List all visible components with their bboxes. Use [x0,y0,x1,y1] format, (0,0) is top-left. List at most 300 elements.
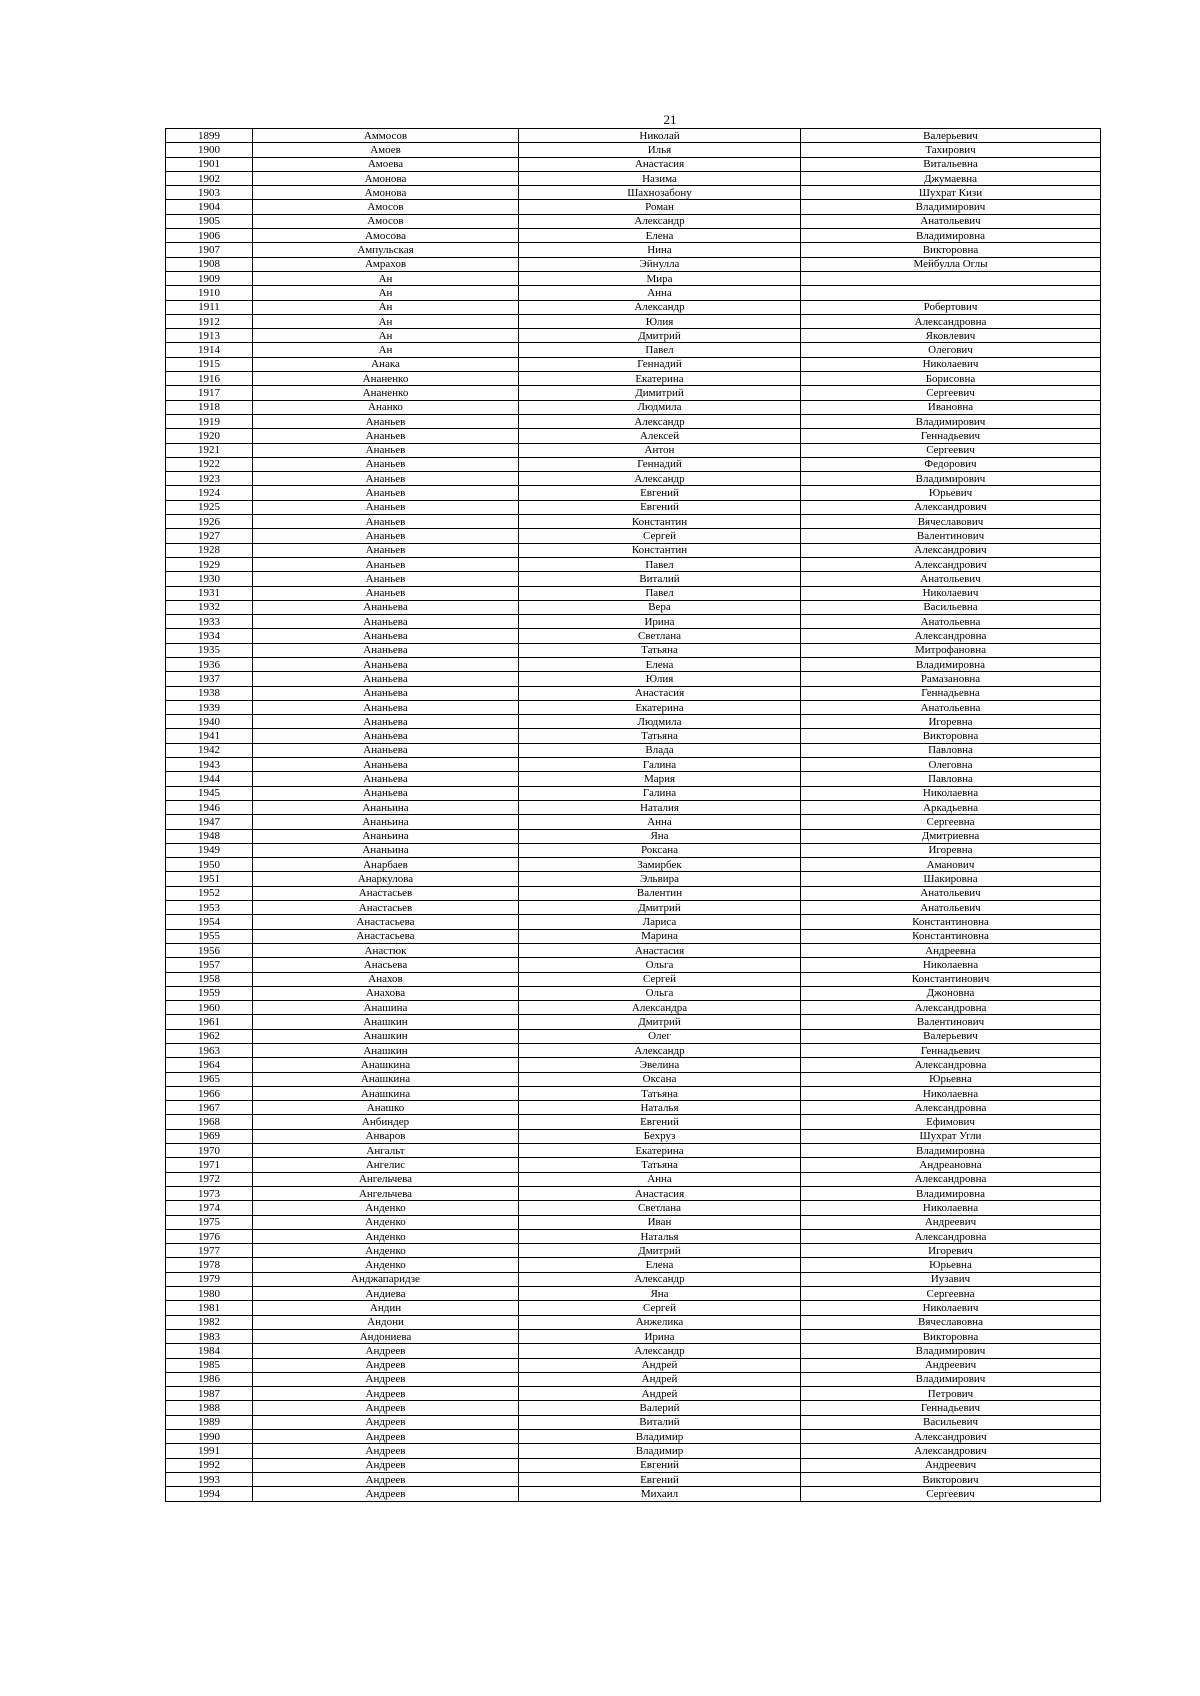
row-number-cell: 1950 [166,858,253,872]
last-name-cell: Ананьина [253,815,519,829]
first-name-cell: Александр [519,414,801,428]
table-row [166,329,1101,343]
last-name-cell: Амоева [253,157,519,171]
table-row [166,1029,1101,1043]
patronymic-cell: Александровна [801,1172,1101,1186]
patronymic-cell: Александровна [801,1001,1101,1015]
patronymic-cell: Александрович [801,557,1101,571]
patronymic-cell: Сергеевич [801,386,1101,400]
row-number-cell: 1949 [166,843,253,857]
table-row [166,1144,1101,1158]
last-name-cell: Амонова [253,171,519,185]
last-name-cell: Ананьев [253,429,519,443]
table-row [166,829,1101,843]
first-name-cell: Александр [519,300,801,314]
row-number-cell: 1901 [166,157,253,171]
last-name-cell: Ананьева [253,686,519,700]
patronymic-cell: Петрович [801,1387,1101,1401]
row-number-cell: 1931 [166,586,253,600]
last-name-cell: Ан [253,329,519,343]
table-row [166,1115,1101,1129]
table-row [166,1430,1101,1444]
table-row [166,972,1101,986]
last-name-cell: Ананьева [253,657,519,671]
table-row [166,958,1101,972]
last-name-cell: Ан [253,343,519,357]
last-name-cell: Анасьева [253,958,519,972]
table-row [166,515,1101,529]
patronymic-cell: Андреановна [801,1158,1101,1172]
patronymic-cell: Юрьевич [801,486,1101,500]
first-name-cell: Оксана [519,1072,801,1086]
first-name-cell: Анастасия [519,943,801,957]
first-name-cell: Назима [519,171,801,185]
first-name-cell: Александра [519,1001,801,1015]
last-name-cell: Андониева [253,1329,519,1343]
table-row [166,800,1101,814]
table-row [166,1172,1101,1186]
patronymic-cell: Дмитриевна [801,829,1101,843]
row-number-cell: 1918 [166,400,253,414]
last-name-cell: Ананьева [253,700,519,714]
row-number-cell: 1952 [166,886,253,900]
last-name-cell: Амосова [253,229,519,243]
patronymic-cell: Александровна [801,1229,1101,1243]
first-name-cell: Виталий [519,572,801,586]
row-number-cell: 1955 [166,929,253,943]
first-name-cell: Татьяна [519,643,801,657]
last-name-cell: Ананьева [253,629,519,643]
last-name-cell: Андреев [253,1401,519,1415]
row-number-cell: 1912 [166,314,253,328]
row-number-cell: 1934 [166,629,253,643]
last-name-cell: Ананьева [253,729,519,743]
row-number-cell: 1919 [166,414,253,428]
patronymic-cell: Владимирович [801,1372,1101,1386]
patronymic-cell: Анатольевич [801,901,1101,915]
row-number-cell: 1979 [166,1272,253,1286]
row-number-cell: 1970 [166,1144,253,1158]
row-number-cell: 1939 [166,700,253,714]
table-row [166,414,1101,428]
table-row [166,500,1101,514]
table-row [166,1358,1101,1372]
last-name-cell: Ананьина [253,843,519,857]
first-name-cell: Влада [519,743,801,757]
first-name-cell: Екатерина [519,1144,801,1158]
patronymic-cell: Владимирович [801,414,1101,428]
row-number-cell: 1922 [166,457,253,471]
last-name-cell: Ан [253,271,519,285]
patronymic-cell: Вячеславовна [801,1315,1101,1329]
patronymic-cell [801,271,1101,285]
first-name-cell: Елена [519,657,801,671]
row-number-cell: 1941 [166,729,253,743]
row-number-cell: 1972 [166,1172,253,1186]
table-row [166,243,1101,257]
row-number-cell: 1969 [166,1129,253,1143]
table-row [166,772,1101,786]
table-row [166,1258,1101,1272]
patronymic-cell: Шухрат Угли [801,1129,1101,1143]
row-number-cell: 1938 [166,686,253,700]
first-name-cell: Ольга [519,986,801,1000]
first-name-cell: Евгений [519,1458,801,1472]
first-name-cell: Светлана [519,1201,801,1215]
patronymic-cell: Олеговна [801,758,1101,772]
patronymic-cell: Константиновна [801,929,1101,943]
first-name-cell: Роман [519,200,801,214]
first-name-cell: Мария [519,772,801,786]
patronymic-cell: Робертович [801,300,1101,314]
first-name-cell: Валентин [519,886,801,900]
patronymic-cell: Павловна [801,772,1101,786]
row-number-cell: 1965 [166,1072,253,1086]
patronymic-cell: Юрьевна [801,1258,1101,1272]
row-number-cell: 1936 [166,657,253,671]
row-number-cell: 1987 [166,1387,253,1401]
table-row [166,343,1101,357]
row-number-cell: 1993 [166,1472,253,1486]
patronymic-cell: Анатольевна [801,615,1101,629]
row-number-cell: 1982 [166,1315,253,1329]
row-number-cell: 1917 [166,386,253,400]
first-name-cell: Эльвира [519,872,801,886]
last-name-cell: Анашкина [253,1072,519,1086]
first-name-cell: Екатерина [519,372,801,386]
patronymic-cell: Вячеславович [801,515,1101,529]
last-name-cell: Ананко [253,400,519,414]
first-name-cell: Татьяна [519,729,801,743]
first-name-cell: Наталия [519,800,801,814]
row-number-cell: 1991 [166,1444,253,1458]
patronymic-cell: Митрофановна [801,643,1101,657]
table-row [166,615,1101,629]
patronymic-cell: Александрович [801,1430,1101,1444]
last-name-cell: Ананьев [253,572,519,586]
last-name-cell: Андреев [253,1344,519,1358]
table-row [166,858,1101,872]
table-row [166,657,1101,671]
first-name-cell: Павел [519,586,801,600]
first-name-cell: Евгений [519,1472,801,1486]
patronymic-cell: Владимировна [801,657,1101,671]
patronymic-cell: Константинович [801,972,1101,986]
first-name-cell: Галина [519,758,801,772]
last-name-cell: Ананьев [253,500,519,514]
last-name-cell: Анастасьева [253,929,519,943]
patronymic-cell: Николаевич [801,1301,1101,1315]
patronymic-cell: Викторовна [801,243,1101,257]
patronymic-cell: Николаевна [801,1201,1101,1215]
patronymic-cell [801,286,1101,300]
table-row [166,629,1101,643]
first-name-cell: Константин [519,515,801,529]
row-number-cell: 1977 [166,1244,253,1258]
table-row [166,200,1101,214]
last-name-cell: Аммосов [253,129,519,143]
first-name-cell: Сергей [519,529,801,543]
last-name-cell: Ананьев [253,515,519,529]
first-name-cell: Алексей [519,429,801,443]
patronymic-cell: Николаевич [801,357,1101,371]
row-number-cell: 1954 [166,915,253,929]
patronymic-cell: Ефимович [801,1115,1101,1129]
table-row [166,1044,1101,1058]
first-name-cell: Александр [519,1044,801,1058]
row-number-cell: 1924 [166,486,253,500]
row-number-cell: 1911 [166,300,253,314]
patronymic-cell: Ивановна [801,400,1101,414]
first-name-cell: Анна [519,1172,801,1186]
last-name-cell: Ананьева [253,672,519,686]
row-number-cell: 1967 [166,1101,253,1115]
last-name-cell: Анаркулова [253,872,519,886]
row-number-cell: 1976 [166,1229,253,1243]
table-row [166,700,1101,714]
row-number-cell: 1989 [166,1415,253,1429]
patronymic-cell: Анатольевич [801,572,1101,586]
last-name-cell: Ананьев [253,486,519,500]
first-name-cell: Нина [519,243,801,257]
table-row [166,1458,1101,1472]
last-name-cell: Анашкина [253,1058,519,1072]
first-name-cell: Татьяна [519,1086,801,1100]
patronymic-cell: Анатольевич [801,886,1101,900]
last-name-cell: Анденко [253,1244,519,1258]
row-number-cell: 1948 [166,829,253,843]
patronymic-cell: Аркадьевна [801,800,1101,814]
first-name-cell: Эйнулла [519,257,801,271]
last-name-cell: Анахова [253,986,519,1000]
row-number-cell: 1994 [166,1487,253,1501]
first-name-cell: Владимир [519,1444,801,1458]
patronymic-cell: Иузавич [801,1272,1101,1286]
table-row [166,686,1101,700]
row-number-cell: 1983 [166,1329,253,1343]
last-name-cell: Ананьев [253,472,519,486]
row-number-cell: 1943 [166,758,253,772]
patronymic-cell: Сергеевна [801,1287,1101,1301]
table-row [166,815,1101,829]
first-name-cell: Юлия [519,672,801,686]
row-number-cell: 1975 [166,1215,253,1229]
table-row [166,1244,1101,1258]
first-name-cell: Дмитрий [519,1015,801,1029]
row-number-cell: 1947 [166,815,253,829]
table-row [166,1101,1101,1115]
row-number-cell: 1974 [166,1201,253,1215]
table-row [166,586,1101,600]
first-name-cell: Вера [519,600,801,614]
patronymic-cell: Аманович [801,858,1101,872]
table-row [166,1001,1101,1015]
first-name-cell: Сергей [519,972,801,986]
last-name-cell: Анашина [253,1001,519,1015]
last-name-cell: Анастюк [253,943,519,957]
page-number: 21 [663,112,677,127]
last-name-cell: Ананьева [253,615,519,629]
first-name-cell: Дмитрий [519,1244,801,1258]
first-name-cell: Яна [519,829,801,843]
row-number-cell: 1986 [166,1372,253,1386]
table-row [166,529,1101,543]
last-name-cell: Амоев [253,143,519,157]
last-name-cell: Андони [253,1315,519,1329]
last-name-cell: Андреев [253,1372,519,1386]
table-row [166,1387,1101,1401]
first-name-cell: Анжелика [519,1315,801,1329]
first-name-cell: Анастасия [519,1186,801,1200]
last-name-cell: Ананьина [253,829,519,843]
first-name-cell: Шахнозабону [519,186,801,200]
last-name-cell: Андреев [253,1444,519,1458]
table-row [166,314,1101,328]
last-name-cell: Ананенко [253,386,519,400]
table-row [166,186,1101,200]
last-name-cell: Ан [253,286,519,300]
roster-table [165,128,1101,1502]
first-name-cell: Светлана [519,629,801,643]
row-number-cell: 1927 [166,529,253,543]
table-row [166,1229,1101,1243]
row-number-cell: 1961 [166,1015,253,1029]
patronymic-cell: Николаевна [801,786,1101,800]
table-row [166,429,1101,443]
patronymic-cell: Юрьевна [801,1072,1101,1086]
first-name-cell: Сергей [519,1301,801,1315]
patronymic-cell: Александрович [801,1444,1101,1458]
first-name-cell: Евгений [519,486,801,500]
last-name-cell: Ананьева [253,600,519,614]
row-number-cell: 1957 [166,958,253,972]
table-row [166,901,1101,915]
table-row [166,986,1101,1000]
patronymic-cell: Анатольевна [801,700,1101,714]
table-row [166,1272,1101,1286]
first-name-cell: Роксана [519,843,801,857]
first-name-cell: Иван [519,1215,801,1229]
last-name-cell: Анарбаев [253,858,519,872]
patronymic-cell: Витальевна [801,157,1101,171]
table-row [166,543,1101,557]
table-row [166,1015,1101,1029]
first-name-cell: Наталья [519,1101,801,1115]
last-name-cell: Андин [253,1301,519,1315]
table-row [166,286,1101,300]
row-number-cell: 1981 [166,1301,253,1315]
row-number-cell: 1942 [166,743,253,757]
table-row [166,1472,1101,1486]
last-name-cell: Андреев [253,1458,519,1472]
last-name-cell: Анашко [253,1101,519,1115]
row-number-cell: 1920 [166,429,253,443]
patronymic-cell: Андреевна [801,943,1101,957]
last-name-cell: Андреев [253,1415,519,1429]
row-number-cell: 1978 [166,1258,253,1272]
row-number-cell: 1905 [166,214,253,228]
first-name-cell: Павел [519,343,801,357]
last-name-cell: Ангельчева [253,1186,519,1200]
patronymic-cell: Владимировна [801,229,1101,243]
table-row [166,886,1101,900]
row-number-cell: 1951 [166,872,253,886]
patronymic-cell: Валерьевич [801,129,1101,143]
table-row [166,1186,1101,1200]
table-row [166,643,1101,657]
table-row [166,1072,1101,1086]
table-row [166,157,1101,171]
row-number-cell: 1923 [166,472,253,486]
patronymic-cell: Сергеевна [801,815,1101,829]
last-name-cell: Ананьев [253,586,519,600]
row-number-cell: 1968 [166,1115,253,1129]
table-row [166,758,1101,772]
patronymic-cell: Джоновна [801,986,1101,1000]
last-name-cell: Анастасьева [253,915,519,929]
table-row [166,400,1101,414]
first-name-cell: Геннадий [519,457,801,471]
row-number-cell: 1944 [166,772,253,786]
last-name-cell: Ананьев [253,457,519,471]
patronymic-cell: Шухрат Кизи [801,186,1101,200]
first-name-cell: Павел [519,557,801,571]
patronymic-cell: Игоревна [801,715,1101,729]
first-name-cell: Галина [519,786,801,800]
last-name-cell: Ан [253,300,519,314]
first-name-cell: Николай [519,129,801,143]
first-name-cell: Елена [519,229,801,243]
table-row [166,1129,1101,1143]
patronymic-cell: Борисовна [801,372,1101,386]
table-row [166,300,1101,314]
table-row [166,600,1101,614]
row-number-cell: 1985 [166,1358,253,1372]
table-row [166,1287,1101,1301]
row-number-cell: 1921 [166,443,253,457]
table-row [166,1301,1101,1315]
row-number-cell: 1914 [166,343,253,357]
patronymic-cell: Геннадьевич [801,1044,1101,1058]
table-row [166,1158,1101,1172]
patronymic-cell: Сергеевич [801,443,1101,457]
table-row [166,715,1101,729]
last-name-cell: Амрахов [253,257,519,271]
first-name-cell: Андрей [519,1372,801,1386]
table-row [166,1329,1101,1343]
row-number-cell: 1900 [166,143,253,157]
last-name-cell: Андреев [253,1472,519,1486]
first-name-cell: Александр [519,1272,801,1286]
last-name-cell: Анджапаридзе [253,1272,519,1286]
patronymic-cell: Павловна [801,743,1101,757]
patronymic-cell: Джумаевна [801,171,1101,185]
table-row [166,372,1101,386]
row-number-cell: 1959 [166,986,253,1000]
patronymic-cell: Викторович [801,1472,1101,1486]
patronymic-cell: Андреевич [801,1358,1101,1372]
patronymic-cell: Александровна [801,314,1101,328]
patronymic-cell: Федорович [801,457,1101,471]
patronymic-cell: Николаевич [801,586,1101,600]
first-name-cell: Мира [519,271,801,285]
first-name-cell: Анна [519,815,801,829]
first-name-cell: Константин [519,543,801,557]
first-name-cell: Екатерина [519,700,801,714]
first-name-cell: Андрей [519,1387,801,1401]
row-number-cell: 1984 [166,1344,253,1358]
patronymic-cell: Геннадьевна [801,686,1101,700]
